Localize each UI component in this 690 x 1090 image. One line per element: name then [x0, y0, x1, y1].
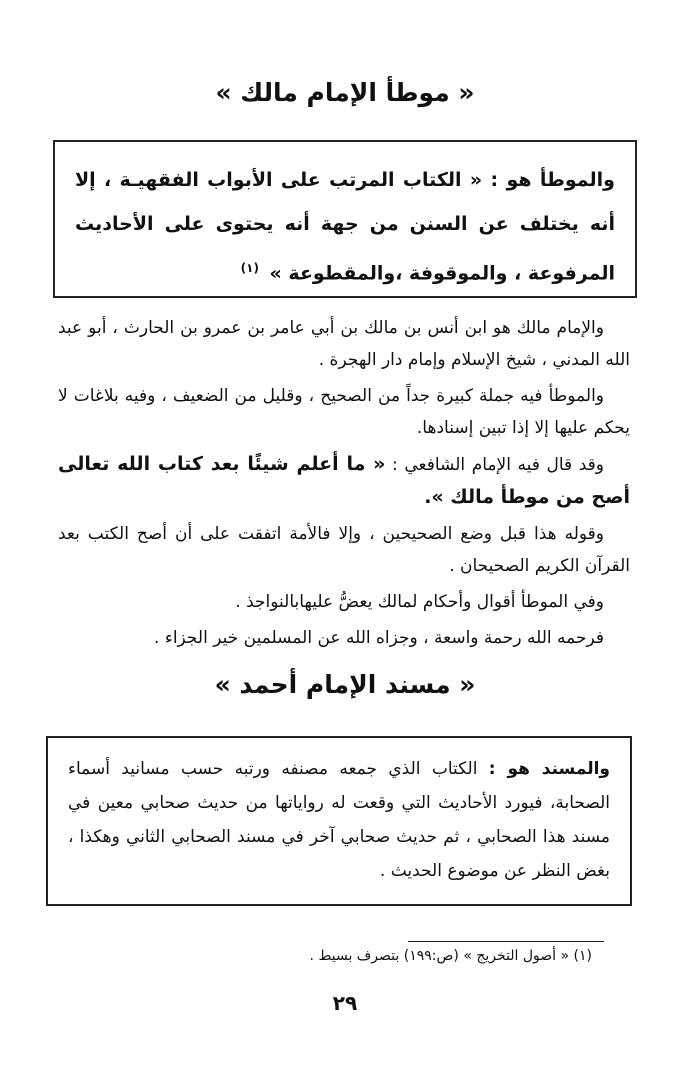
definition-text: الكتاب الذي جمعه مصنفه ورتبه حسب مسانيد أسماء الصحابة، فيورد الأحاديث التي وقعت له رواياتها من حديث صحابي معين في مسند هذا الصحابي ، ثم حديث صحابي آخر في مسند الصحابي الثاني وهكذا ، بغض النظر عن موضوع الحديث .	[68, 759, 610, 881]
definition-box-muwatta	[53, 140, 637, 298]
definition-text: « الكتاب المرتب على الأبواب الفقهيـة ، إلا أنه يختلف عن السنن من جهة أنه يحتوى على الأحاديث المرفوعة ، والموقوفة ،والمقطوعة »	[75, 169, 615, 285]
footnote-divider	[408, 941, 604, 942]
section-heading-musnad: « مسند الإمام أحمد »	[214, 670, 476, 699]
quote-text: « ما أعلم شيئًا بعد كتاب الله تعالى أصح من موطأ مالك ».	[58, 453, 630, 508]
definition-paragraph-muwatta	[75, 158, 615, 295]
definition-box-musnad	[46, 736, 632, 906]
footnote: (١) « أصول التخريج » (ص:١٩٩) بتصرف بسيط .	[309, 948, 592, 964]
paragraph-muwatta-content: والموطأ فيه جملة كبيرة جداً من الصحيح ، وقليل من الضعيف ، وفيه بلاغات لا يحكم عليها إلا إذا تبين إسنادها.	[58, 386, 630, 438]
page-number: ٢٩	[332, 991, 358, 1015]
definition-paragraph-musnad	[68, 752, 610, 888]
paragraph-dua: فرحمه الله رحمة واسعة ، وجزاه الله عن المسلمين خير الجزاء .	[154, 628, 604, 648]
quote-lead: وقد قال فيه الإمام الشافعي :	[392, 455, 604, 475]
paragraph-sahihayn: وقوله هذا قبل وضع الصحيحين ، وإلا فالأمة اتفقت على أن أصح الكتب بعد القرآن الكريم الصحيحان .	[58, 524, 630, 576]
definition-lead: والموطأ هو :	[490, 169, 615, 191]
paragraph-imam-malik: والإمام مالك هو ابن أنس بن مالك بن أبي عامر بن عمرو بن الحارث ، أبو عبد الله المدني ، شيخ الإسلام وإمام دار الهجرة .	[58, 318, 630, 370]
footnote-reference: (١)	[240, 261, 259, 275]
paragraph-shafii-quote	[58, 448, 630, 514]
section-heading-muwatta: « موطأ الإمام مالك »	[215, 78, 475, 107]
paragraph-malik-rulings: وفي الموطأ أقوال وأحكام لمالك يعضُّ عليهابالنواجذ .	[235, 592, 604, 612]
definition-lead: والمسند هو :	[488, 759, 610, 779]
body-text	[58, 312, 630, 658]
